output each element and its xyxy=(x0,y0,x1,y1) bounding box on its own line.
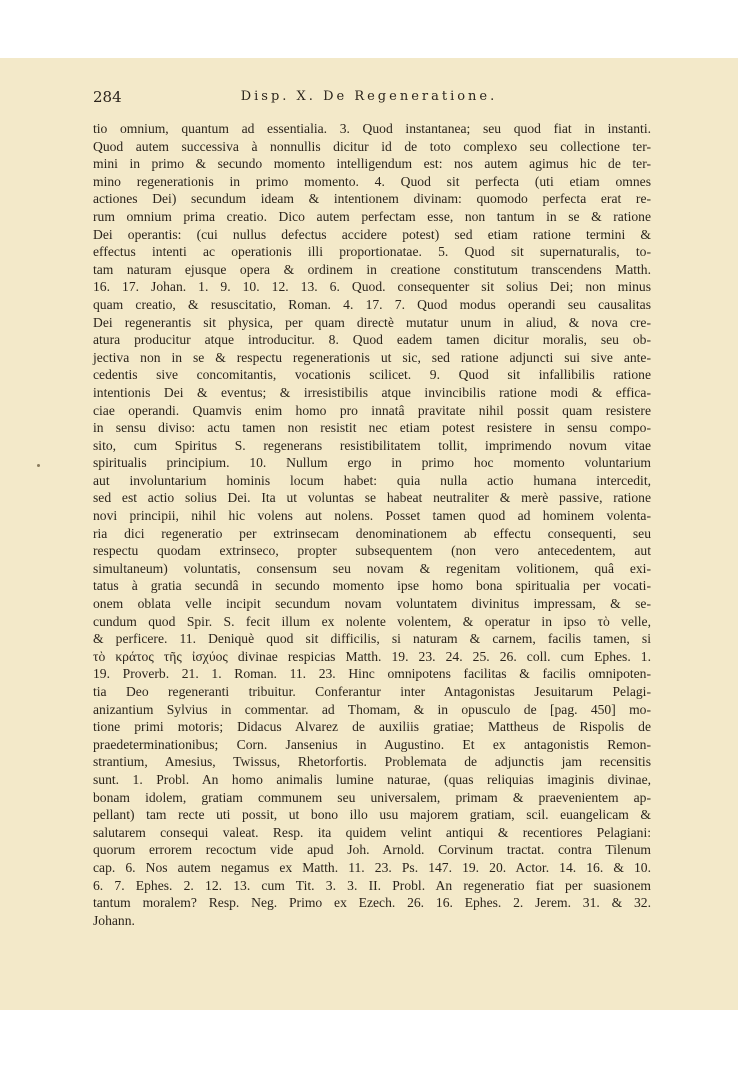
text-line: sunt. 1. Probl. An homo animalis lumine naturae, (quas reliquias imaginis divinae, xyxy=(93,771,651,787)
text-line: anizantium Sylvius in commentar. ad Thomam, & in opusculo de [pag. 450] mo- xyxy=(93,701,651,717)
text-line: simultaneum) voluntatis, consensum seu novam & regenitam volitionem, quâ exi- xyxy=(93,560,651,576)
text-line: salutarem consequi valeat. Resp. ita quidem velint antiqui & recentiores Pelagiani: xyxy=(93,824,651,840)
margin-mark xyxy=(37,464,40,467)
text-line: atura producitur atque introducitur. 8. Quod eadem tamen dicitur moralis, seu ob- xyxy=(93,332,651,348)
text-line: 19. Proverb. 21. 1. Roman. 11. 23. Hinc omnipotens facilitas & facilis omnipoten- xyxy=(93,666,651,682)
text-line: 16. 17. Johan. 1. 9. 10. 12. 13. 6. Quod. consequenter sit solius Dei; non minus xyxy=(93,279,651,295)
text-line: & perficere. 11. Deniquè quod sit difficilis, si naturam & carnem, facilis tamen, si xyxy=(93,631,651,647)
text-line: mino regenerationis in primo momento. 4. Quod sit perfecta (uti etiam omnes xyxy=(93,173,651,189)
text-line: cedentis sive concomitantis, vocationis scilicet. 9. Quod sit infallibilis ratione xyxy=(93,367,651,383)
running-head: Disp. X. De Regeneratione. xyxy=(240,89,498,104)
text-line: intentionis Dei & eventus; & irresistibilis atque invincibilis ratione modi & effica- xyxy=(93,384,651,400)
text-line: novi principii, nihil hic volens aut nolens. Posset tamen quod ad hominem volenta- xyxy=(93,508,651,524)
text-line: onem oblata velle incipit secundum novam voluntatem divinitus impressam, & se- xyxy=(93,596,651,612)
text-line: pellant) tam recte uti possit, ut bono illo usu majorem gratiam, scil. euangelicam & xyxy=(93,807,651,823)
text-line: spiritualis principium. 10. Nullum ergo in primo hoc momento voluntarium xyxy=(93,455,651,471)
text-line: mini in primo & secundo momento intelligendum est: nos autem agimus hic de ter- xyxy=(93,156,651,172)
text-line: ria dici regeneratio per extrinsecam denominationem ab effectu consequenti, seu xyxy=(93,525,651,541)
text-line: strantium, Amesius, Twissus, Rhetorfortis. Problemata de adjunctis jam recensitis xyxy=(93,754,651,770)
text-line: jectiva non in se & respectu regenerationis ut sic, sed ratione adjuncti sui sive ante- xyxy=(93,349,651,365)
text-line: cap. 6. Nos autem negamus ex Matth. 11. 23. Ps. 147. 19. 20. Actor. 14. 16. & 10. xyxy=(93,859,651,875)
text-line: praedeterminationibus; Corn. Jansenius in Augustino. Et ex antagonistis Remon- xyxy=(93,736,651,752)
text-line: in sensu diviso: actu tamen non resistit nec etiam potest resistere in sensu compo- xyxy=(93,420,651,436)
text-line: respectu quodam extrinseco, propter subsequentem (non vero antecedentem, aut xyxy=(93,543,651,559)
page-number: 284 xyxy=(93,88,122,106)
text-line: Dei regenerantis sit physica, per quam directè mutatur unum in aliud, & nova cre- xyxy=(93,314,651,330)
text-line: tia Deo regeneranti tribuitur. Conferantur inter Antagonistas Jesuitarum Pelagi- xyxy=(93,684,651,699)
text-line: tatus à gratia secundâ in secundo momento ipse homo bona spiritualia per vocati- xyxy=(93,578,651,594)
text-line: tione primi motoris; Didacus Alvarez de auxiliis gratiae; Mattheus de Rispolis de xyxy=(93,719,651,735)
text-line: tio omnium, quantum ad essentialia. 3. Quod instantanea; seu quod fiat in instanti. xyxy=(93,121,651,136)
text-line: τὸ κράτος τῆς ἰσχύος divinae respicias Matth. 19. 23. 24. 25. 26. coll. cum Ephes. 1. xyxy=(93,648,651,664)
text-line: Quod autem successiva à nonnullis dicitur id de toto complexo seu collectione ter- xyxy=(93,138,651,154)
text-line: sed est actio solius Dei. Ita ut voluntas se habeat neutraliter & merè passive, ratione xyxy=(93,490,651,506)
body-text xyxy=(93,120,651,929)
text-line: Dei operantis: (cui nullus defectus accidere potest) sed etiam ratione termini & xyxy=(93,226,651,242)
text-line: sito, cum Spiritus S. regenerans resistibilitatem tollit, imprimendo novum vitae xyxy=(93,437,651,453)
text-line: bonam idolem, gratiam communem seu universalem, primam & praevenientem ap- xyxy=(93,789,651,805)
text-line: quam creatio, & resuscitatio, Roman. 4. 17. 7. Quod modus operandi seu causalitas xyxy=(93,296,651,312)
text-line: 6. 7. Ephes. 2. 12. 13. cum Tit. 3. 3. II. Probl. An regeneratio fiat per suasionem xyxy=(93,877,651,893)
text-line: tam naturam ejusque opera & ordinem in creatione constitutum transcendens Matth. xyxy=(93,261,651,277)
text-line: actiones Dei) secundum ideam & intentionem divinam: quomodo perfecta erat re- xyxy=(93,191,651,207)
text-line: rum omnium prima creatio. Dico autem perfectam esse, non tantum in se & ratione xyxy=(93,208,651,224)
text-line: quorum errorem recoctum vide apud Joh. Arnold. Corvinum tractat. contra Tilenum xyxy=(93,842,651,858)
text-line: Johann. xyxy=(93,912,135,928)
text-line: tantum moralem? Resp. Neg. Primo ex Ezech. 26. 16. Ephes. 2. Jerem. 31. & 32. xyxy=(93,895,651,911)
text-line: cundum quod Spir. S. fecit illum ex nolente volentem, & operatur in ipso τὸ velle, xyxy=(93,613,651,629)
text-line: ciae operandi. Quamvis enim homo pro innatâ pravitate nihil possit quam resistere xyxy=(93,402,651,418)
text-line: aut involuntarium hominis locum habet: quia nulla actio humana intercedit, xyxy=(93,472,651,488)
text-line: effectus intenti ac operationis illi proportionatae. 5. Quod sit supernaturalis, to- xyxy=(93,244,651,260)
